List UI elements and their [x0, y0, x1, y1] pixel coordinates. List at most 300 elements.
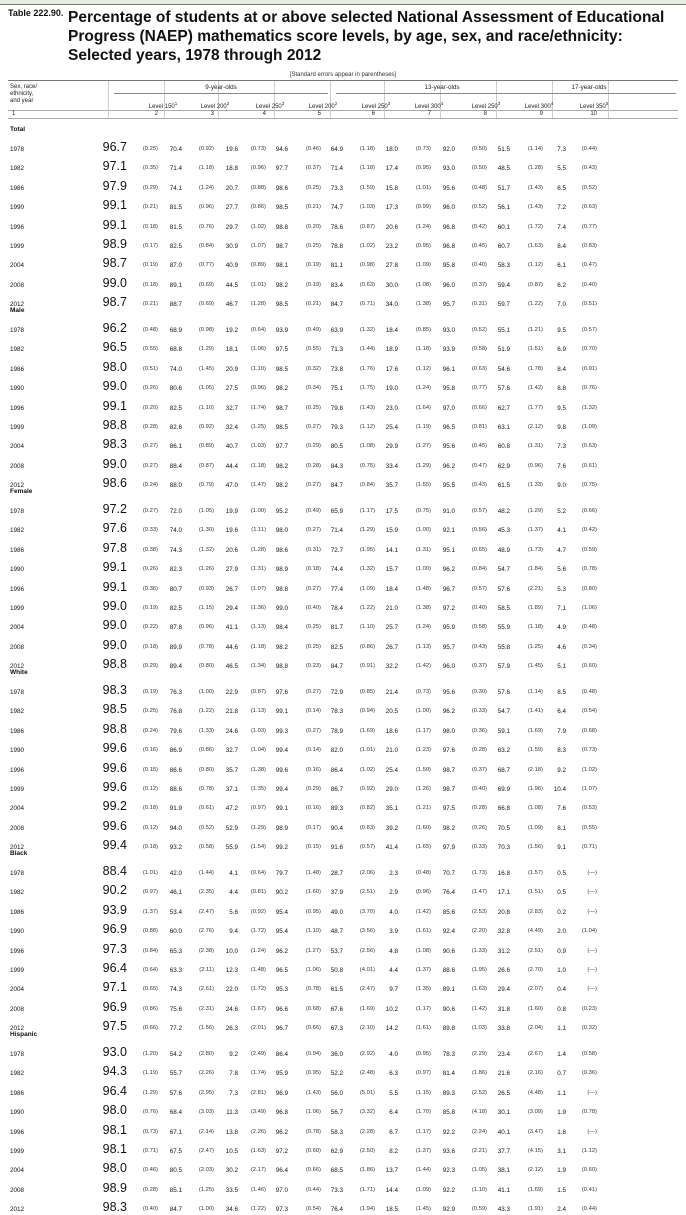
standard-error-cell: (0.25) [305, 404, 321, 411]
standard-error-cell: (1.00) [250, 508, 266, 514]
value-cell: 98.5 [275, 365, 288, 373]
column-header-label: Level 350 [579, 104, 606, 110]
standard-error-cell: (1.69) [359, 727, 375, 734]
standard-error-cell: (1.34) [250, 663, 266, 670]
standard-error-cell: (2.48) [359, 1070, 375, 1077]
value-cell: 6.1 [557, 262, 566, 270]
standard-error-cell: (0.78) [305, 986, 321, 993]
row-year: 1986 [10, 1089, 25, 1097]
value-level150: 98.3 [102, 1200, 127, 1215]
standard-error-cell: (0.66) [305, 1025, 321, 1032]
value-cell: 96.8 [275, 1109, 288, 1117]
standard-error-cell: (1.23) [415, 747, 431, 754]
row-year: 1999 [10, 1148, 25, 1155]
value-cell: 29.4 [225, 605, 238, 612]
value-cell: 1.1 [557, 1025, 566, 1033]
table-row [0, 456, 686, 472]
standard-error-cell: (0.69) [198, 301, 214, 308]
standard-error-cell: (1.31) [250, 566, 266, 573]
table-row [0, 780, 686, 795]
table-row [0, 1103, 686, 1118]
table-row [0, 657, 686, 672]
value-cell: 55.7 [169, 1070, 182, 1078]
standard-error-cell: (1.48) [305, 870, 321, 876]
value-cell: 9.5 [557, 404, 566, 412]
standard-error-cell: (—) [587, 947, 597, 954]
standard-error-cell: (0.77) [471, 385, 487, 392]
column-header-label: Level 250 [361, 104, 388, 110]
standard-error-cell: (1.19) [415, 424, 431, 430]
column-header-label: Level 250 [471, 104, 498, 110]
value-level150: 88.4 [102, 864, 127, 878]
standard-error-cell: (1.28) [250, 546, 266, 553]
value-cell: 71.4 [330, 527, 343, 535]
standard-error-cell: (0.26) [471, 824, 487, 831]
value-cell: 56.0 [330, 1089, 343, 1097]
value-cell: 1.8 [557, 1128, 566, 1136]
standard-error-cell: (1.44) [359, 346, 375, 353]
standard-error-cell: (1.12) [527, 262, 543, 269]
standard-error-cell: (0.27) [142, 462, 158, 469]
column-header-footnote: 1 [174, 101, 178, 106]
value-cell: 98.2 [442, 824, 455, 832]
value-cell: 1.9 [557, 1109, 566, 1117]
column-header-footnote: 3 [497, 101, 501, 106]
standard-error-cell: (0.89) [198, 443, 214, 450]
standard-error-cell: (0.36) [581, 1070, 597, 1077]
value-level150: 97.5 [102, 1019, 127, 1034]
value-level150: 98.7 [102, 256, 127, 271]
stub-header-line: and year [10, 98, 34, 104]
standard-error-cell: (0.96) [250, 385, 266, 392]
value-cell: 5.2 [557, 508, 566, 515]
standard-error-cell: (0.18) [142, 805, 158, 812]
value-cell: 18.6 [385, 727, 398, 735]
value-cell: 96.4 [275, 1167, 288, 1175]
standard-error-cell: (0.18) [142, 844, 158, 851]
value-cell: 82.5 [169, 404, 182, 412]
value-cell: 27.7 [225, 204, 238, 212]
standard-error-cell: (1.37) [142, 908, 158, 915]
row-year: 1986 [10, 908, 25, 916]
value-cell: 8.3 [557, 747, 566, 755]
standard-error-cell: (0.20) [142, 404, 158, 411]
standard-error-cell: (0.16) [305, 805, 321, 812]
standard-error-cell: (0.36) [142, 585, 158, 592]
value-cell: 68.9 [169, 327, 182, 334]
value-cell: 30.1 [497, 1109, 510, 1117]
value-cell: 65.9 [330, 508, 343, 515]
row-year: 1978 [10, 1051, 25, 1058]
value-cell: 76.3 [169, 689, 182, 696]
standard-error-cell: (2.38) [198, 947, 214, 954]
column-header-7 [458, 101, 514, 110]
standard-error-cell: (1.17) [415, 1005, 431, 1012]
value-cell: 84.3 [330, 462, 343, 470]
value-cell: 98.6 [275, 184, 288, 192]
standard-error-cell: (1.12) [581, 1148, 597, 1154]
standard-error-cell: (0.65) [471, 546, 487, 553]
value-level150: 90.2 [102, 883, 127, 898]
section-label-black: Black [10, 850, 28, 857]
value-cell: 79.3 [330, 424, 343, 431]
table-row [0, 637, 686, 653]
standard-error-cell: (4.15) [527, 1148, 543, 1154]
value-cell: 96.9 [275, 1089, 288, 1097]
standard-error-cell: (2.51) [527, 947, 543, 954]
standard-error-cell: (0.60) [305, 1148, 321, 1154]
row-year: 1978 [10, 327, 25, 334]
value-cell: 96.2 [442, 566, 455, 574]
value-cell: 48.2 [497, 508, 510, 515]
value-cell: 77.4 [330, 585, 343, 593]
standard-error-cell: (1.07) [250, 243, 266, 249]
value-cell: 90.6 [442, 947, 455, 955]
standard-error-cell: (1.31) [527, 443, 543, 450]
value-cell: 40.9 [225, 262, 238, 270]
value-cell: 55.9 [225, 844, 238, 852]
standard-error-cell: (0.25) [142, 146, 158, 152]
value-cell: 97.6 [275, 689, 288, 696]
standard-error-cell: (0.81) [250, 889, 266, 896]
standard-error-cell: (0.59) [581, 546, 597, 553]
value-cell: 98.7 [275, 243, 288, 250]
column-number: 1 [12, 111, 16, 117]
value-cell: 18.4 [385, 585, 398, 593]
row-year: 2008 [10, 1005, 25, 1013]
standard-error-cell: (1.18) [198, 165, 214, 172]
value-cell: 71.3 [330, 346, 343, 354]
value-level150: 98.9 [102, 1180, 127, 1195]
standard-error-cell: (0.85) [415, 327, 431, 333]
table-row [0, 159, 686, 174]
row-year: 1990 [10, 928, 25, 936]
table-row [0, 741, 686, 756]
standard-error-cell: (0.92) [198, 424, 214, 430]
standard-error-cell: (1.35) [250, 786, 266, 792]
value-cell: 86.9 [169, 747, 182, 755]
standard-error-cell: (0.27) [305, 585, 321, 592]
value-cell: 87.0 [169, 262, 182, 270]
standard-error-cell: (2.50) [359, 1148, 375, 1154]
standard-error-cell: (0.32) [581, 1025, 597, 1032]
value-level150: 99.0 [102, 599, 127, 613]
value-cell: 18.4 [385, 327, 398, 334]
standard-error-cell: (0.52) [581, 184, 597, 191]
standard-error-cell: (0.68) [581, 727, 597, 734]
value-level150: 93.0 [102, 1045, 127, 1059]
value-cell: 19.6 [225, 527, 238, 535]
standard-error-cell: (0.78) [581, 1109, 597, 1116]
standard-error-cell: (1.51) [527, 889, 543, 896]
value-cell: 63.2 [497, 747, 510, 755]
row-year: 2008 [10, 462, 25, 470]
standard-error-cell: (—) [587, 1089, 597, 1096]
standard-error-cell: (1.15) [415, 1089, 431, 1096]
row-year: 1999 [10, 424, 25, 431]
value-cell: 48.9 [497, 546, 510, 554]
value-cell: 19.9 [225, 508, 238, 515]
standard-error-cell: (0.76) [142, 1109, 158, 1116]
value-cell: 96.7 [442, 585, 455, 593]
table-title: Percentage of students at or above selected National Assessment of Educational Progress (NAEP) mathematics score levels, by age, sex, and race/ethnicity: Selected years, 1978 through 2012 [68, 9, 665, 64]
value-cell: 95.9 [442, 624, 455, 632]
value-cell: 9.8 [557, 424, 566, 431]
standard-error-cell: (0.76) [198, 223, 214, 230]
value-level150: 97.1 [102, 980, 127, 995]
standard-error-cell: (0.47) [471, 462, 487, 469]
value-cell: 41.1 [225, 624, 238, 632]
value-cell: 92.0 [442, 146, 455, 153]
standard-error-cell: (1.43) [359, 404, 375, 411]
value-cell: 27.9 [225, 566, 238, 574]
value-cell: 38.1 [497, 1167, 510, 1175]
value-cell: 57.6 [497, 385, 510, 393]
standard-error-cell: (1.29) [250, 824, 266, 831]
value-cell: 10.4 [553, 786, 566, 793]
standard-error-cell: (1.37) [527, 527, 543, 534]
value-cell: 81.1 [330, 262, 343, 270]
standard-error-cell: (3.09) [527, 1109, 543, 1116]
standard-error-cell: (0.49) [305, 327, 321, 333]
standard-error-cell: (1.86) [359, 1167, 375, 1174]
standard-error-cell: (0.99) [415, 204, 431, 211]
value-cell: 70.4 [169, 146, 182, 153]
standard-error-cell: (1.29) [527, 508, 543, 514]
standard-error-cell: (0.63) [581, 443, 597, 450]
standard-error-cell: (1.08) [415, 281, 431, 288]
standard-error-cell: (2.52) [471, 1089, 487, 1096]
value-cell: 7.1 [557, 605, 566, 612]
standard-error-cell: (1.32) [581, 404, 597, 411]
standard-error-cell: (1.69) [527, 727, 543, 734]
value-cell: 85.8 [442, 1109, 455, 1117]
value-cell: 97.9 [442, 844, 455, 852]
value-cell: 89.3 [330, 805, 343, 813]
standard-error-cell: (1.07) [250, 585, 266, 592]
standard-error-cell: (1.38) [250, 766, 266, 773]
standard-error-cell: (0.45) [471, 243, 487, 249]
value-cell: 73.3 [330, 1186, 343, 1194]
value-cell: 24.6 [225, 1005, 238, 1013]
value-cell: 60.0 [169, 928, 182, 936]
standard-error-cell: (2.92) [359, 1051, 375, 1057]
value-cell: 35.1 [385, 805, 398, 813]
standard-error-cell: (1.63) [527, 243, 543, 249]
table-row [0, 838, 686, 853]
value-cell: 8.1 [557, 824, 566, 832]
column-header-2 [185, 101, 245, 110]
value-cell: 9.2 [229, 1051, 238, 1058]
column-header-label: Level 200 [200, 104, 227, 110]
standard-error-cell: (0.29) [142, 184, 158, 191]
value-cell: 82.5 [169, 605, 182, 612]
column-header-6 [400, 101, 458, 110]
table-row [0, 799, 686, 814]
standard-error-cell: (2.14) [198, 1128, 214, 1135]
value-level150: 99.0 [102, 456, 127, 471]
value-cell: 31.8 [497, 1005, 510, 1013]
value-cell: 95.5 [442, 482, 455, 490]
standard-error-cell: (1.02) [359, 243, 375, 249]
value-cell: 65.3 [169, 947, 182, 955]
standard-error-cell: (0.43) [471, 482, 487, 489]
row-year: 1990 [10, 204, 25, 212]
value-cell: 54.7 [497, 708, 510, 716]
value-cell: 81.5 [169, 223, 182, 231]
standard-error-cell: (2.20) [471, 928, 487, 935]
table-row [0, 502, 686, 517]
value-cell: 14.4 [385, 1186, 398, 1194]
row-year: 1990 [10, 385, 25, 393]
standard-error-cell: (1.31) [415, 546, 431, 553]
value-cell: 18.9 [385, 346, 398, 354]
standard-error-cell: (0.45) [471, 443, 487, 450]
standard-error-cell: (0.64) [250, 870, 266, 876]
table-row [0, 437, 686, 452]
value-cell: 7.6 [557, 805, 566, 813]
standard-error-cell: (1.95) [359, 546, 375, 553]
standard-error-cell: (1.73) [527, 546, 543, 553]
value-level150: 98.1 [102, 1142, 127, 1156]
value-cell: 39.2 [385, 824, 398, 832]
value-cell: 56.1 [497, 204, 510, 212]
table-row [0, 540, 686, 556]
standard-error-cell: (1.00) [415, 566, 431, 573]
standard-error-cell: (0.17) [305, 824, 321, 831]
standard-error-cell: (1.32) [198, 546, 214, 553]
standard-error-cell: (1.00) [415, 708, 431, 715]
value-cell: 33.5 [225, 1186, 238, 1194]
row-year: 2012 [10, 482, 25, 490]
standard-error-cell: (1.18) [359, 165, 375, 172]
standard-error-cell: (0.58) [581, 1051, 597, 1057]
standard-error-cell: (1.06) [305, 1109, 321, 1116]
value-cell: 8.2 [389, 1148, 398, 1155]
standard-error-cell: (—) [587, 870, 597, 876]
value-cell: 15.7 [385, 566, 398, 574]
standard-error-cell: (0.21) [305, 204, 321, 211]
standard-error-cell: (2.47) [198, 1148, 214, 1154]
standard-error-cell: (0.94) [305, 1051, 321, 1057]
standard-error-cell: (1.41) [527, 708, 543, 715]
value-cell: 98.8 [275, 223, 288, 231]
standard-error-cell: (0.48) [415, 870, 431, 876]
value-cell: 5.5 [389, 1089, 398, 1097]
standard-error-cell: (0.78) [198, 786, 214, 792]
standard-error-cell: (0.96) [250, 165, 266, 172]
value-cell: 32.7 [225, 747, 238, 755]
standard-error-cell: (0.55) [581, 824, 597, 831]
standard-error-cell: (0.84) [359, 482, 375, 489]
value-cell: 6.4 [557, 708, 566, 716]
standard-error-cell: (1.24) [250, 947, 266, 954]
standard-error-cell: (4.48) [527, 1089, 543, 1096]
value-cell: 36.0 [330, 1051, 343, 1058]
table-row [0, 560, 686, 575]
value-cell: 78.4 [330, 605, 343, 612]
standard-error-cell: (0.19) [305, 281, 321, 288]
row-year: 1986 [10, 546, 25, 554]
value-cell: 9.1 [557, 844, 566, 852]
value-cell: 7.3 [557, 443, 566, 451]
value-cell: 17.3 [385, 204, 398, 212]
value-level150: 98.5 [102, 702, 127, 717]
value-cell: 20.6 [385, 223, 398, 231]
standard-error-cell: (0.40) [471, 605, 487, 611]
row-year: 2004 [10, 624, 25, 632]
value-cell: 45.3 [497, 527, 510, 535]
standard-error-cell: (0.32) [305, 365, 321, 372]
standard-error-cell: (0.19) [142, 262, 158, 269]
row-year: 2008 [10, 824, 25, 832]
value-cell: 42.0 [169, 870, 182, 877]
value-cell: 52.2 [330, 1070, 343, 1078]
standard-error-cell: (0.17) [142, 243, 158, 249]
value-cell: 34.0 [385, 301, 398, 309]
value-cell: 33.8 [497, 1025, 510, 1033]
standard-error-cell: (1.71) [359, 1186, 375, 1193]
value-cell: 96.8 [442, 223, 455, 231]
value-level150: 99.1 [102, 398, 127, 413]
standard-error-cell: (0.89) [250, 262, 266, 269]
standard-error-cell: (1.13) [250, 708, 266, 715]
standard-error-cell: (3.03) [198, 1109, 214, 1116]
standard-error-cell: (1.05) [198, 508, 214, 514]
value-cell: 30.2 [225, 1167, 238, 1175]
value-cell: 7.3 [229, 1089, 238, 1097]
value-cell: 76.4 [442, 889, 455, 897]
value-cell: 62.7 [497, 404, 510, 412]
row-year: 1982 [10, 708, 25, 716]
value-cell: 20.6 [225, 546, 238, 554]
standard-error-cell: (1.94) [359, 1206, 375, 1213]
value-cell: 95.2 [275, 508, 288, 515]
value-cell: 93.0 [442, 327, 455, 334]
standard-error-cell: (0.57) [359, 844, 375, 851]
standard-error-cell: (0.34) [305, 385, 321, 392]
standard-error-cell: (0.80) [581, 585, 597, 592]
standard-error-cell: (0.68) [305, 1005, 321, 1012]
value-cell: 67.3 [330, 1025, 343, 1033]
standard-error-cell: (1.33) [198, 727, 214, 734]
standard-error-cell: (0.49) [305, 508, 321, 514]
value-cell: 29.9 [385, 443, 398, 451]
standard-error-cell: (0.18) [142, 281, 158, 288]
value-cell: 88.7 [169, 301, 182, 309]
standard-error-cell: (0.25) [305, 643, 321, 650]
value-cell: 89.4 [169, 663, 182, 671]
standard-error-cell: (1.17) [415, 1128, 431, 1135]
value-cell: 62.9 [497, 462, 510, 470]
standard-error-cell: (0.85) [359, 689, 375, 695]
value-cell: 79.8 [330, 404, 343, 412]
row-year: 1978 [10, 508, 25, 515]
standard-error-cell: (1.22) [250, 1206, 266, 1213]
column-header-label: Level 300 [414, 104, 441, 110]
standard-error-cell: (0.87) [250, 689, 266, 695]
standard-error-cell: (0.25) [305, 624, 321, 631]
standard-error-cell: (1.91) [527, 1206, 543, 1213]
standard-error-cell: (3.49) [250, 1109, 266, 1116]
value-cell: 19.6 [225, 146, 238, 153]
value-level150: 96.4 [102, 961, 127, 975]
standard-error-cell: (0.92) [359, 786, 375, 792]
value-cell: 71.4 [330, 165, 343, 173]
standard-error-cell: (1.42) [471, 1005, 487, 1012]
column-header-footnote: 2 [226, 101, 230, 106]
standard-error-cell: (1.59) [527, 747, 543, 754]
